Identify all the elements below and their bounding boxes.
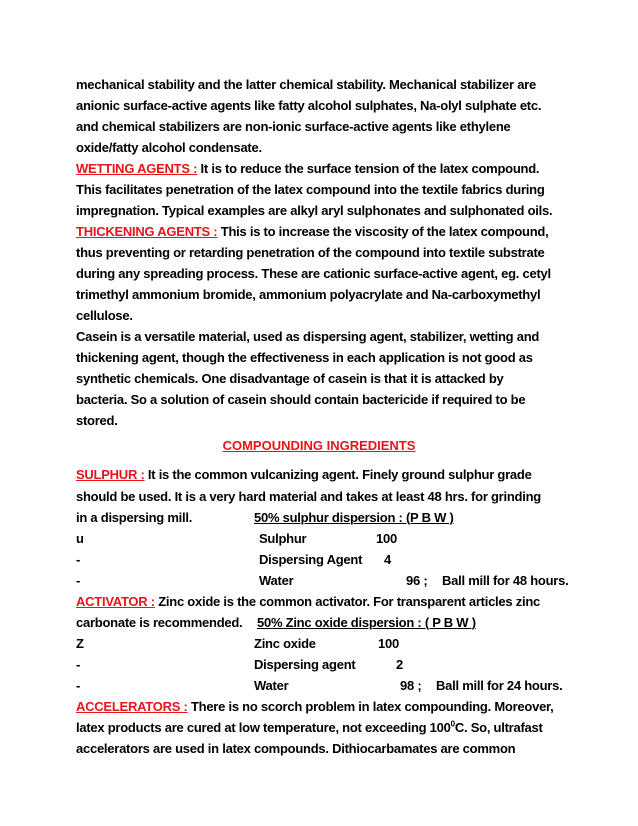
ingredient-quantity: 98 ; [400,678,422,693]
body-text: C. So, ultrafast [454,720,543,735]
body-text: latex products are cured at low temperature, not exceeding 100 [76,720,451,735]
thickening-agents-heading: THICKENING AGENTS : [76,224,218,239]
ingredient-name: Water [259,573,294,588]
row-marker: - [76,573,81,588]
row-marker: - [76,678,81,693]
wetting-agents-line [76,160,539,178]
body-text-line: bacteria. So a solution of casein should contain bactericide if required to be [76,392,526,407]
zinc-oxide-dispersion-title: 50% Zinc oxide dispersion : ( P B W ) [257,615,476,630]
wetting-agents-heading: WETTING AGENTS : [76,161,198,176]
ingredient-quantity: 2 [396,657,403,672]
sulphur-dispersion-title: 50% sulphur dispersion : (P B W ) [254,510,454,525]
ingredient-quantity: 4 [384,552,391,567]
ingredient-name: Dispersing agent [254,657,356,672]
row-marker: u [76,531,84,546]
body-text-line: and chemical stabilizers are non-ionic surface-active agents like ethylene [76,119,511,134]
body-text-line: synthetic chemicals. One disadvantage of casein is that it is attacked by [76,371,504,386]
ingredient-note: Ball mill for 24 hours. [436,678,563,693]
body-text-line: cellulose. [76,308,133,323]
body-text: carbonate is recommended. [76,615,243,630]
body-text-line: stored. [76,413,118,428]
activator-heading: ACTIVATOR : [76,594,155,609]
body-text-line: impregnation. Typical examples are alkyl aryl sulphonates and sulphonated oils. [76,203,553,218]
accelerators-line [76,698,554,716]
body-text: There is no scorch problem in latex compounding. Moreover, [187,699,554,714]
row-marker: Z [76,636,84,651]
compounding-ingredients-heading: COMPOUNDING INGREDIENTS [222,438,416,453]
body-text: It is to reduce the surface tension of the latex compound. [197,161,540,176]
body-text-line [76,719,543,737]
body-text: in a dispersing mill. [76,510,193,525]
row-marker: - [76,657,81,672]
body-text-line: thickening agent, though the effectiveness in each application is not good as [76,350,533,365]
body-text: Zinc oxide is the common activator. For transparent articles zinc [154,594,541,609]
sulphur-line [76,466,532,484]
ingredient-name: Zinc oxide [254,636,316,651]
body-text-line: oxide/fatty alcohol condensate. [76,140,262,155]
ingredient-name: Dispersing Agent [259,552,363,567]
ingredient-quantity: 100 [378,636,399,651]
ingredient-name: Water [254,678,289,693]
body-text-line: This facilitates penetration of the latex compound into the textile fabrics during [76,182,545,197]
ingredient-quantity: 100 [376,531,397,546]
body-text-line: during any spreading process. These are cationic surface-active agent, eg. cetyl [76,266,551,281]
superscript-zero: 0 [450,719,455,729]
body-text: This is to increase the viscosity of the latex compound, [217,224,549,239]
body-text: It is the common vulcanizing agent. Finely ground sulphur grade [144,467,532,482]
body-text-line: mechanical stability and the latter chemical stability. Mechanical stabilizer are [76,77,536,92]
ingredient-note: Ball mill for 48 hours. [442,573,569,588]
row-marker: - [76,552,81,567]
body-text-line: anionic surface-active agents like fatty alcohol sulphates, Na-olyl sulphate etc. [76,98,542,113]
ingredient-quantity: 96 ; [406,573,428,588]
ingredient-name: Sulphur [259,531,307,546]
accelerators-heading: ACCELERATORS : [76,699,188,714]
body-text-line: should be used. It is a very hard material and takes at least 48 hrs. for grinding [76,489,541,504]
thickening-agents-line [76,223,548,241]
activator-line [76,593,540,611]
body-text-line: accelerators are used in latex compounds. Dithiocarbamates are common [76,741,516,756]
body-text-line: Casein is a versatile material, used as dispersing agent, stabilizer, wetting and [76,329,540,344]
body-text-line: trimethyl ammonium bromide, ammonium polyacrylate and Na-carboxymethyl [76,287,541,302]
sulphur-heading: SULPHUR : [76,467,145,482]
body-text-line: thus preventing or retarding penetration of the compound into textile substrate [76,245,545,260]
section-heading [0,437,638,455]
